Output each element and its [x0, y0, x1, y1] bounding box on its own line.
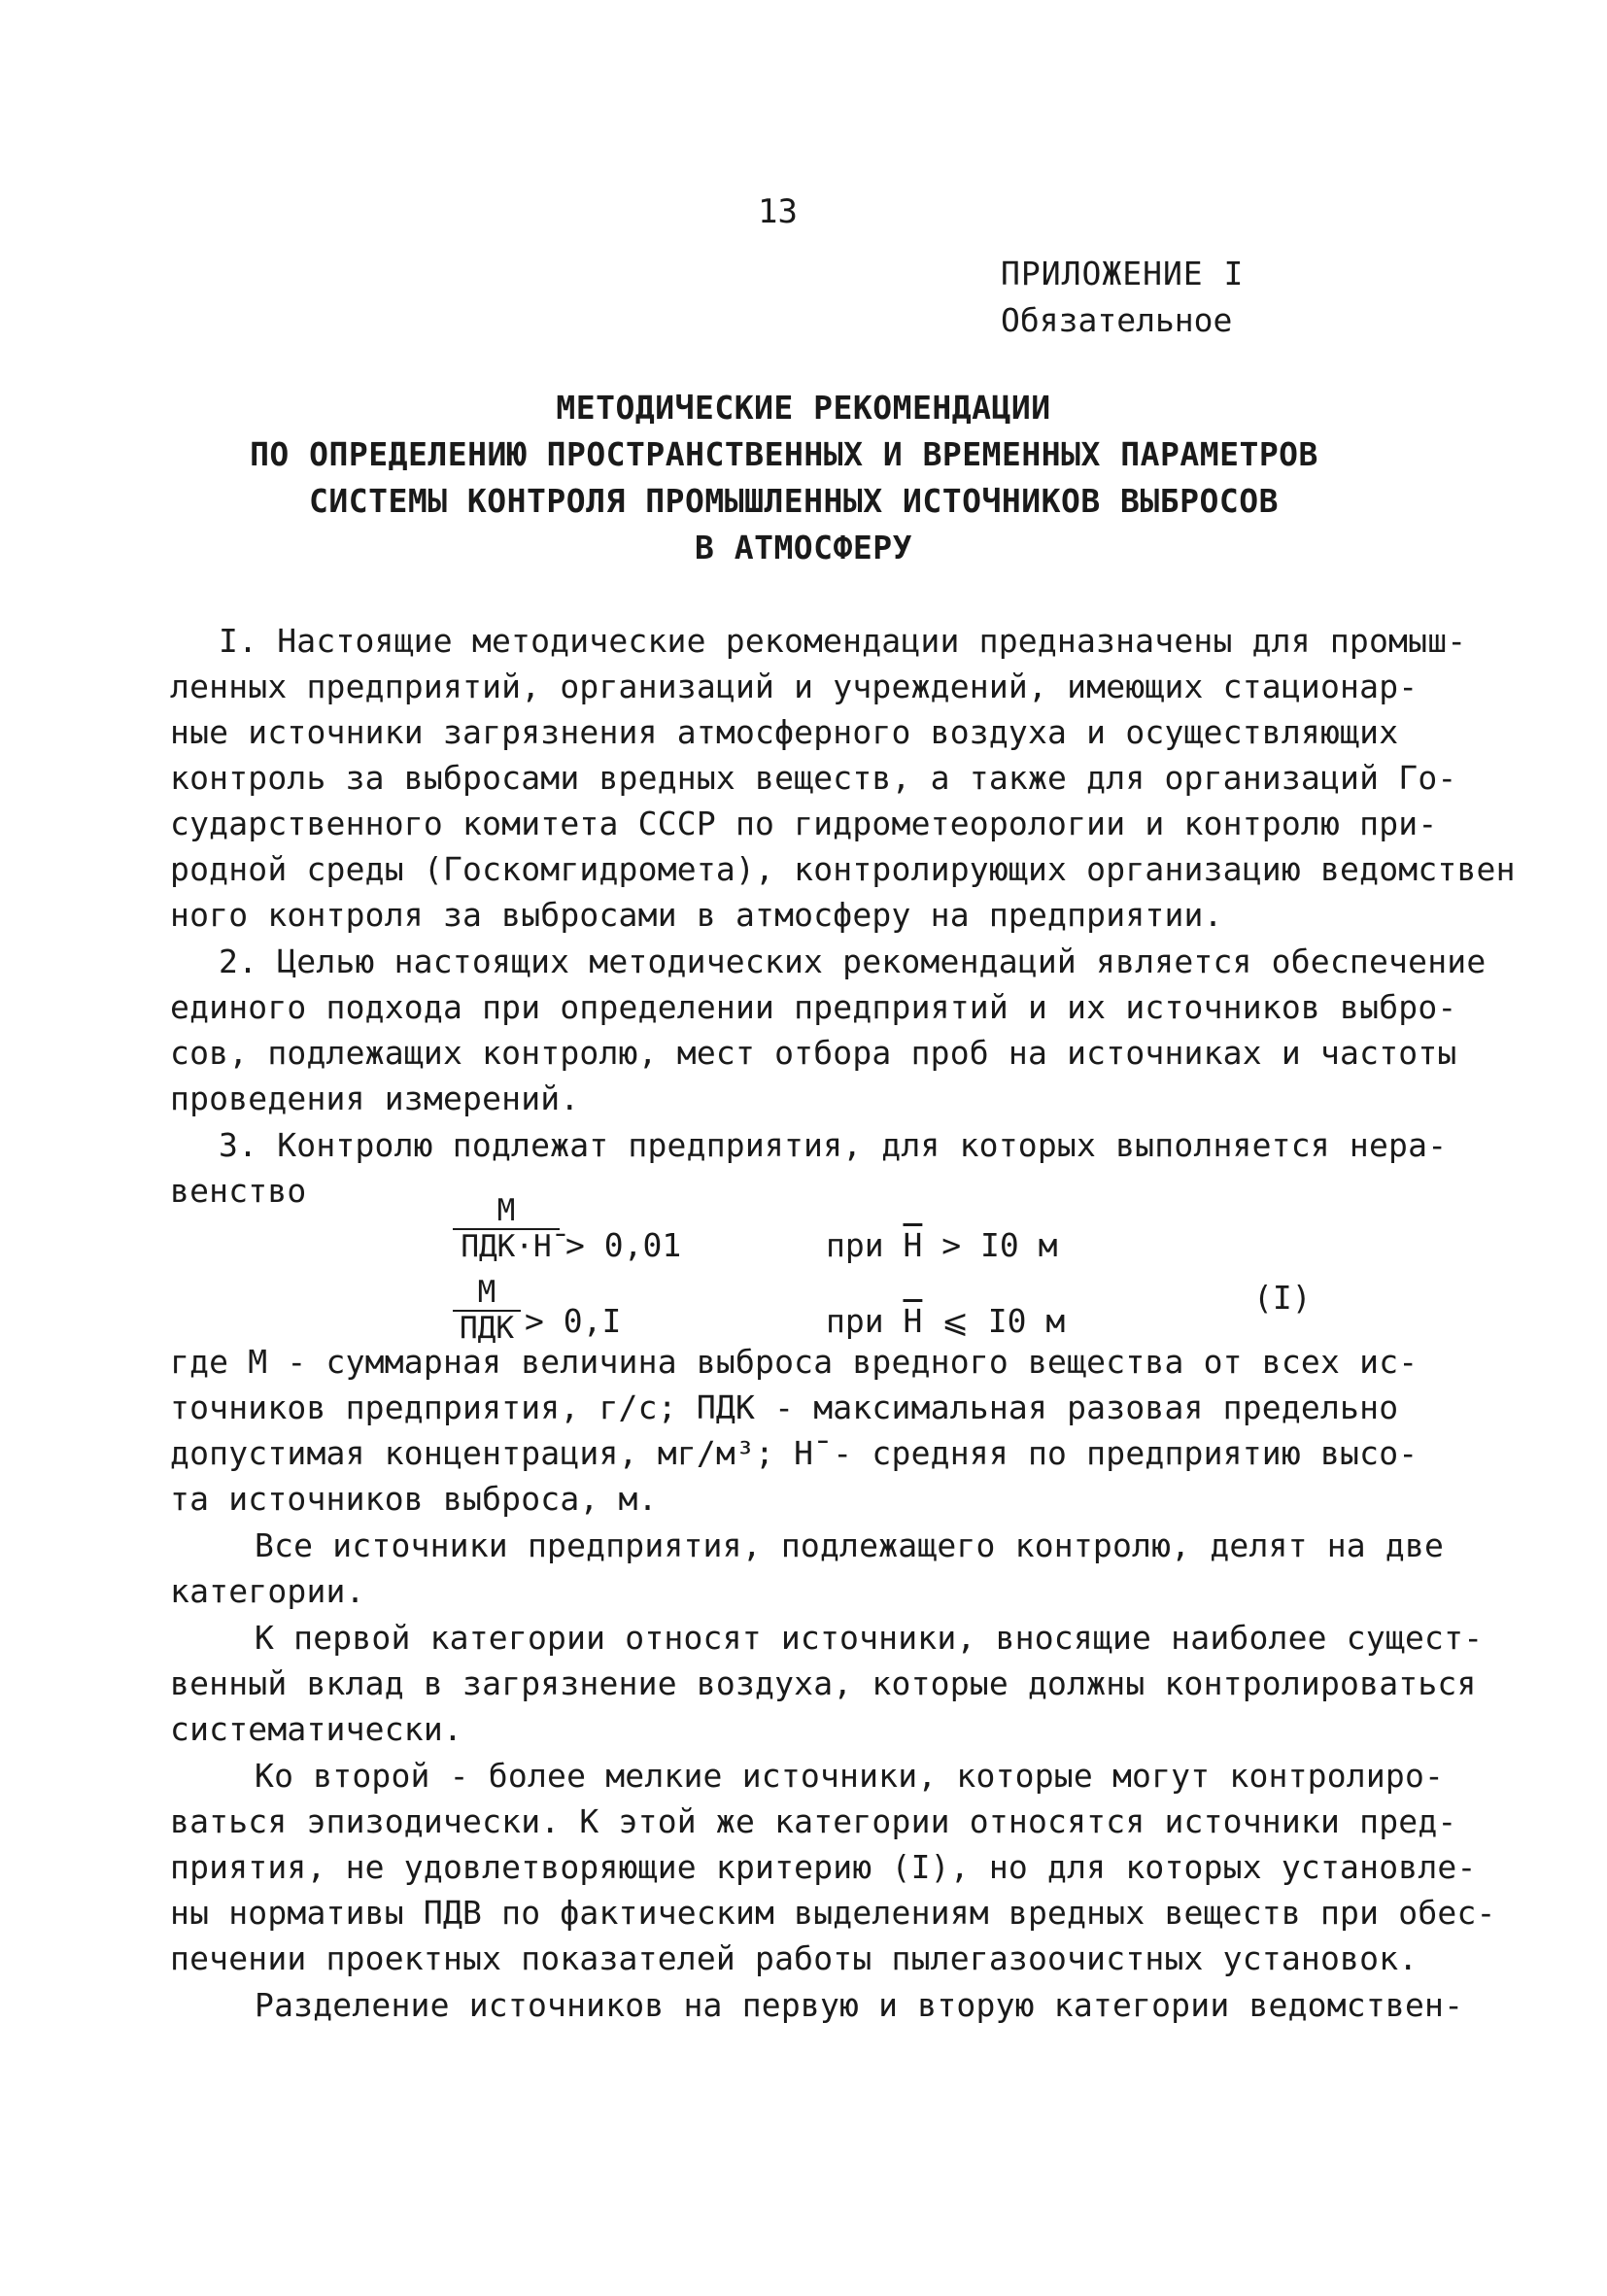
paragraph-line: Разделение источников на первую и вторую категории ведомствен-	[255, 1986, 1464, 2024]
paragraph-line: сов, подлежащих контролю, мест отбора проб на источниках и частоты	[170, 1034, 1457, 1072]
paragraph-line: 2. Целью настоящих методических рекомендаций является обеспечение	[219, 942, 1487, 980]
paragraph-line: родной среды (Госкомгидромета), контролирующих организацию ведомствен	[170, 850, 1516, 888]
paragraph-line: систематически.	[170, 1710, 463, 1748]
paragraph-line: печении проектных показателей работы пылегазоочистных установок.	[170, 1939, 1419, 1977]
paragraph-line: приятия, не удовлетворяющие критерию (I), но для которых установле-	[170, 1848, 1477, 1886]
appendix-status: Обязательное	[1001, 301, 1233, 339]
paragraph-line: 3. Контролю подлежат предприятия, для которых выполняется нера-	[219, 1126, 1448, 1164]
paragraph-line: ные источники загрязнения атмосферного воздуха и осуществляющих	[170, 713, 1399, 751]
paragraph-line: Ко второй - более мелкие источники, которые могут контролиро-	[255, 1757, 1445, 1795]
paragraph-line: проведения измерений.	[170, 1079, 580, 1117]
fraction-2-denominator: ПДК	[460, 1311, 514, 1346]
condition-2: при Н ⩽ I0 м	[826, 1302, 1066, 1340]
title-line: В АТМОСФЕРУ	[694, 529, 913, 566]
title-line: МЕТОДИЧЕСКИЕ РЕКОМЕНДАЦИИ	[556, 389, 1051, 427]
paragraph-line: I. Настоящие методические рекомендации предназначены для промыш-	[219, 622, 1467, 660]
paragraph-line: К первой категории относят источники, вносящие наиболее сущест-	[255, 1619, 1484, 1657]
paragraph-line: Все источники предприятия, подлежащего контролю, делят на две	[255, 1526, 1445, 1564]
title-line: СИСТЕМЫ КОНТРОЛЯ ПРОМЫШЛЕННЫХ ИСТОЧНИКОВ ВЫБРОСОВ	[308, 482, 1280, 520]
fraction-2	[453, 1275, 521, 1345]
fraction-1	[453, 1193, 560, 1263]
condition-1: при Н > I0 м	[826, 1226, 1058, 1264]
paragraph-line: ваться эпизодически. К этой же категории относятся источники пред-	[170, 1802, 1457, 1840]
fraction-2-numerator: М	[477, 1275, 496, 1310]
paragraph-line: где М - суммарная величина выброса вредного вещества от всех ис-	[170, 1343, 1419, 1381]
paragraph-line: контроль за выбросами вредных веществ, а также для организаций Го-	[170, 759, 1457, 797]
fraction-1-denominator: ПДК·Н̄	[461, 1229, 552, 1264]
paragraph-line: ного контроля за выбросами в атмосферу на предприятии.	[170, 896, 1223, 934]
paragraph-line: точников предприятия, г/с; ПДК - максимальная разовая предельно	[170, 1388, 1399, 1426]
paragraph-line: венство	[170, 1172, 307, 1210]
inequality-2: > 0,I	[525, 1302, 622, 1340]
title-line: ПО ОПРЕДЕЛЕНИЮ ПРОСТРАНСТВЕННЫХ И ВРЕМЕННЫХ ПАРАМЕТРОВ	[250, 435, 1318, 473]
appendix-label: ПРИЛОЖЕНИЕ I	[1001, 255, 1245, 292]
equation-number: (I)	[1253, 1279, 1312, 1317]
paragraph-line: допустимая концентрация, мг/м³; Н̄ - средняя по предприятию высо-	[170, 1434, 1419, 1472]
fraction-1-numerator: М	[496, 1193, 516, 1228]
paragraph-line: категории.	[170, 1572, 365, 1610]
paragraph-line: та источников выброса, м.	[170, 1480, 658, 1518]
page-number: 13	[758, 192, 798, 231]
paragraph-line: ны нормативы ПДВ по фактическим выделениям вредных веществ при обес-	[170, 1894, 1496, 1932]
inequality-1: > 0,01	[565, 1226, 682, 1264]
paragraph-line: единого подхода при определении предприятий и их источников выбро-	[170, 988, 1457, 1026]
paragraph-line: венный вклад в загрязнение воздуха, которые должны контролироваться	[170, 1664, 1477, 1702]
paragraph-line: сударственного комитета СССР по гидрометеорологии и контролю при-	[170, 805, 1438, 842]
paragraph-line: ленных предприятий, организаций и учреждений, имеющих стационар-	[170, 668, 1419, 705]
